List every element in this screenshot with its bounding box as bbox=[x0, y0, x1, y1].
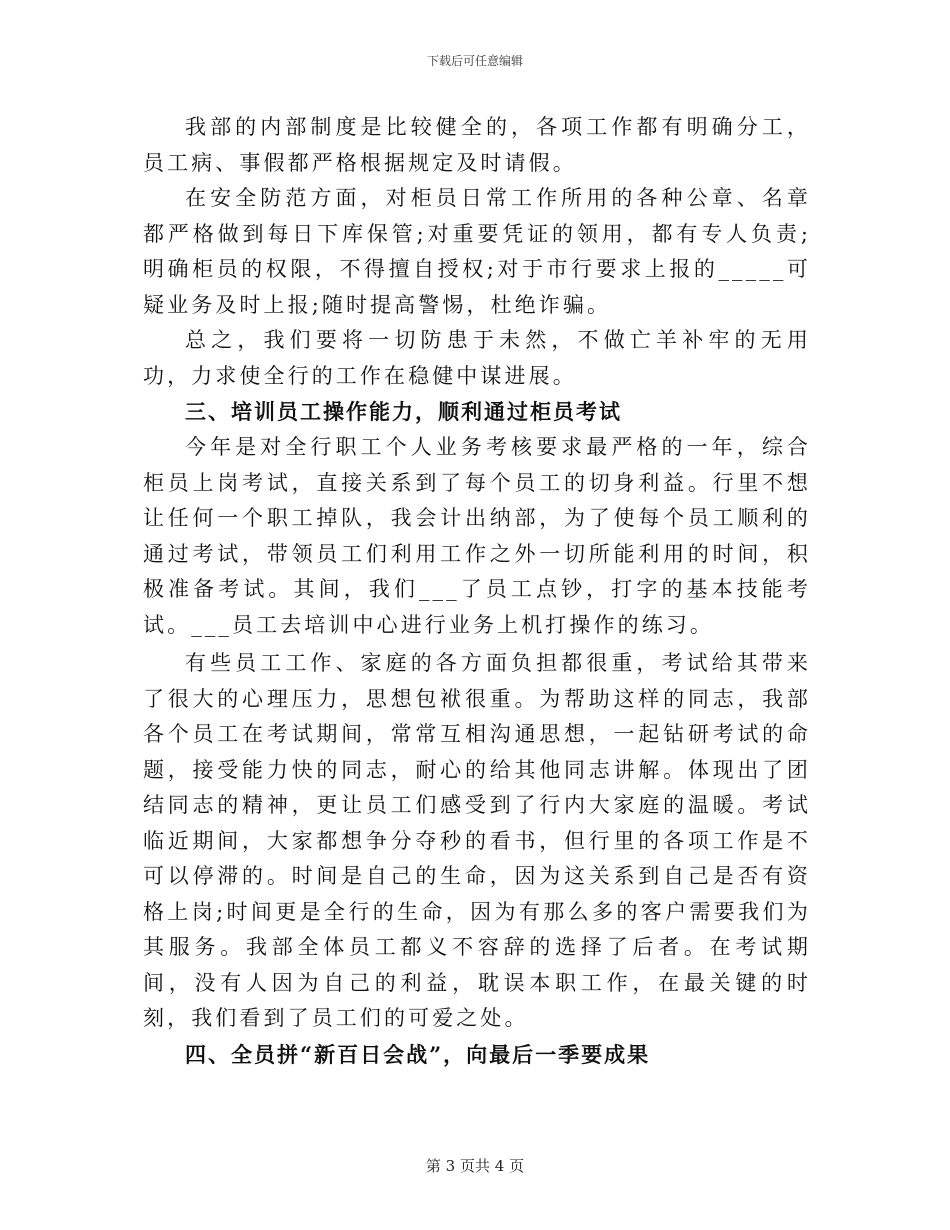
page-header: 下载后可任意编辑 bbox=[426, 54, 523, 68]
paragraph-internal-system: 我部的内部制度是比较健全的，各项工作都有明确分工，员工病、事假都严格根据规定及时请假。 bbox=[143, 115, 811, 175]
paragraph-training: 今年是对全行职工个人业务考核要求最严格的一年，综合柜员上岗考试，直接关系到了每个员工的切身利益。行里不想让任何一个职工掉队，我会计出纳部，为了使每个员工顺利的通过考试，带领员工们利用工作之外一切所能利用的时间，积极准备考试。其间，我们___了员工点钞，打字的基本技能考试。___员工去培训中心进行业务上机打操作的练习。 bbox=[143, 435, 811, 637]
section-heading-4: 四、全员拼“新百日会战”，向最后一季要成果 bbox=[185, 1041, 651, 1067]
paragraph-exam-support: 有些员工工作、家庭的各方面负担都很重，考试给其带来了很大的心理压力，思想包袱很重。为帮助这样的同志，我部各个员工在考试期间，常常互相沟通思想，一起钻研考试的命题，接受能力快的同志，耐心的给其他同志讲解。体现出了团结同志的精神，更让员工们感受到了行内大家庭的温暖。考试临近期间，大家都想争分夺秒的看书，但行里的各项工作是不可以停滞的。时间是自己的生命，因为这关系到自己是否有资格上岗;时间更是全行的生命，因为有那么多的客户需要我们为其服务。我部全体员工都义不容辞的选择了后者。在考试期间，没有人因为自己的利益，耽误本职工作，在最关键的时刻，我们看到了员工们的可爱之处。 bbox=[143, 651, 811, 1030]
section-heading-3: 三、培训员工操作能力，顺利通过柜员考试 bbox=[185, 399, 622, 424]
document-body bbox=[143, 110, 811, 1073]
page-footer: 第 3 页共 4 页 bbox=[425, 1157, 525, 1175]
paragraph-summary: 总之，我们要将一切防患于未然，不做亡羊补牢的无用功，力求使全行的工作在稳健中谋进展。 bbox=[143, 328, 811, 388]
paragraph-security: 在安全防范方面，对柜员日常工作所用的各种公章、名章都严格做到每日下库保管;对重要凭证的领用，都有专人负责;明确柜员的权限，不得擅自授权;对于市行要求上报的_____可疑业务及时上报;随时提高警惕，杜绝诈骗。 bbox=[143, 186, 811, 317]
